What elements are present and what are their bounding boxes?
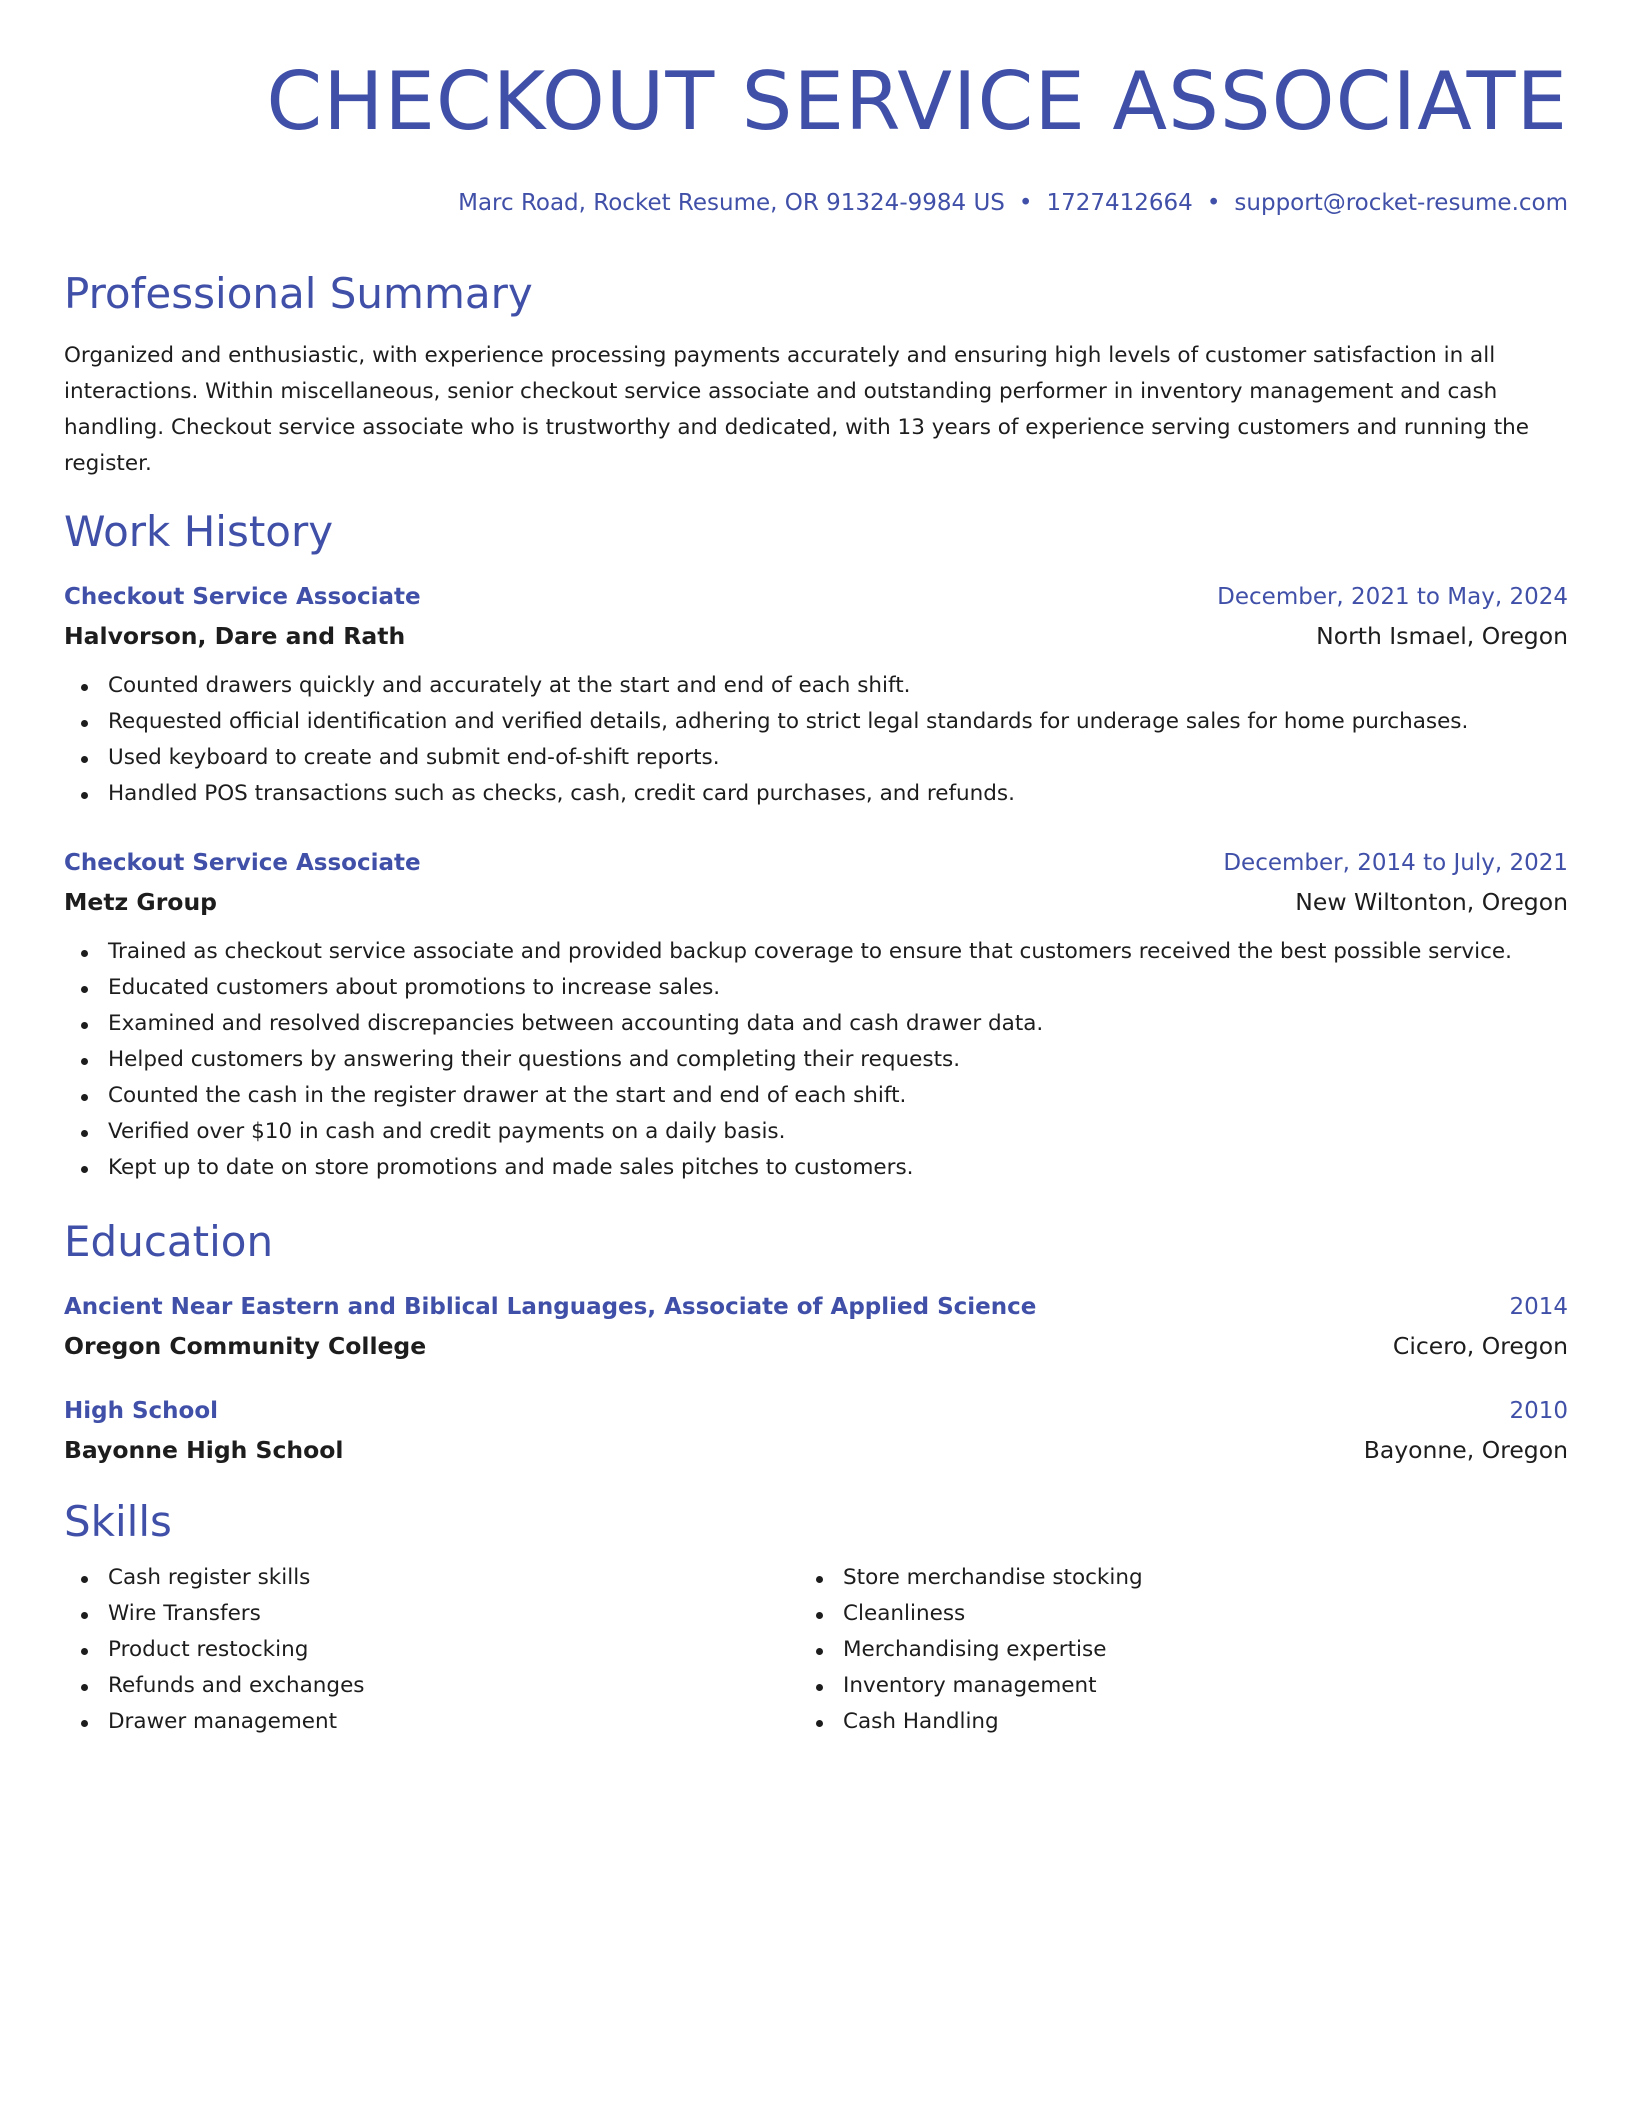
job-title: Checkout Service Associate <box>64 850 421 876</box>
section-title-work-history: Work History <box>64 507 334 556</box>
candidate-title: CHECKOUT SERVICE ASSOCIATE <box>266 55 1568 148</box>
school-location: Cicero, Oregon <box>1392 1332 1568 1360</box>
skill-item: Cleanliness <box>799 1596 1534 1632</box>
graduation-year: 2014 <box>1509 1294 1568 1320</box>
skill-item: Cash register skills <box>64 1560 799 1596</box>
school-location: Bayonne, Oregon <box>1363 1436 1568 1464</box>
job-location: North Ismael, Oregon <box>1316 622 1568 650</box>
skills-column-right <box>799 1560 1534 1740</box>
company-name: Metz Group <box>64 888 217 916</box>
summary-text: Organized and enthusiastic, with experience processing payments accurately and ensuring high levels of customer satisfaction in all interactions. Within miscellaneous, senior checkout service associate and outstanding performer in inventory management and cash handling. Checkout service associate who is trustworthy and dedicated, with 13 years of experience serving customers and running the register. <box>64 343 1530 476</box>
education-entry-subheader <box>64 1430 1568 1470</box>
education-entry <box>64 1392 1568 1470</box>
skills-list <box>64 1560 799 1740</box>
job-duties-list <box>64 934 1568 1186</box>
contact-separator: • <box>1018 190 1033 216</box>
education-entry-subheader <box>64 1326 1568 1366</box>
skill-item: Wire Transfers <box>64 1596 799 1632</box>
skill-item: Merchandising expertise <box>799 1632 1534 1668</box>
section-title-education: Education <box>64 1217 274 1266</box>
job-title: Checkout Service Associate <box>64 584 421 610</box>
job-dates: December, 2014 to July, 2021 <box>1223 850 1568 876</box>
job-location: New Wiltonton, Oregon <box>1295 888 1568 916</box>
list-item: Verified over $10 in cash and credit payments on a daily basis. <box>64 1114 1568 1150</box>
job-dates: December, 2021 to May, 2024 <box>1217 584 1568 610</box>
school-name: Bayonne High School <box>64 1436 344 1464</box>
list-item: Counted the cash in the register drawer at the start and end of each shift. <box>64 1078 1568 1114</box>
list-item: Educated customers about promotions to increase sales. <box>64 970 1568 1006</box>
degree-name: High School <box>64 1398 219 1424</box>
work-entry-header <box>64 844 1568 882</box>
list-item: Requested official identification and verified details, adhering to strict legal standards for underage sales for home purchases. <box>64 704 1568 740</box>
list-item: Used keyboard to create and submit end-of-shift reports. <box>64 740 1568 776</box>
education-entry-header <box>64 1392 1568 1430</box>
skill-item: Refunds and exchanges <box>64 1668 799 1704</box>
list-item: Handled POS transactions such as checks, cash, credit card purchases, and refunds. <box>64 776 1568 812</box>
list-item: Helped customers by answering their questions and completing their requests. <box>64 1042 1568 1078</box>
contact-line <box>64 188 1568 218</box>
education-entry <box>64 1288 1568 1366</box>
degree-name: Ancient Near Eastern and Biblical Languages, Associate of Applied Science <box>64 1294 1037 1320</box>
work-entry-header <box>64 578 1568 616</box>
work-entry-subheader <box>64 616 1568 656</box>
work-entry <box>64 844 1568 1186</box>
school-name: Oregon Community College <box>64 1332 427 1360</box>
contact-phone: 1727412664 <box>1046 190 1193 216</box>
skill-item: Cash Handling <box>799 1704 1534 1740</box>
work-entry <box>64 578 1568 812</box>
contact-address: Marc Road, Rocket Resume, OR 91324-9984 US <box>458 190 1005 216</box>
job-duties-list <box>64 668 1568 812</box>
list-item: Counted drawers quickly and accurately at the start and end of each shift. <box>64 668 1568 704</box>
resume-header <box>64 56 1568 218</box>
section-title-skills: Skills <box>64 1497 172 1546</box>
skill-item: Inventory management <box>799 1668 1534 1704</box>
skills-column-left <box>64 1560 799 1740</box>
list-item: Trained as checkout service associate and provided backup coverage to ensure that customers received the best possible service. <box>64 934 1568 970</box>
skill-item: Store merchandise stocking <box>799 1560 1534 1596</box>
contact-separator: • <box>1206 190 1221 216</box>
graduation-year: 2010 <box>1509 1398 1568 1424</box>
skill-item: Drawer management <box>64 1704 799 1740</box>
section-title-summary: Professional Summary <box>64 269 533 318</box>
work-entry-subheader <box>64 882 1568 922</box>
skills-grid <box>64 1560 1568 1740</box>
skills-list <box>799 1560 1534 1740</box>
contact-email: support@rocket-resume.com <box>1234 190 1568 216</box>
education-entry-header <box>64 1288 1568 1326</box>
skill-item: Product restocking <box>64 1632 799 1668</box>
list-item: Examined and resolved discrepancies between accounting data and cash drawer data. <box>64 1006 1568 1042</box>
list-item: Kept up to date on store promotions and made sales pitches to customers. <box>64 1150 1568 1186</box>
company-name: Halvorson, Dare and Rath <box>64 622 406 650</box>
